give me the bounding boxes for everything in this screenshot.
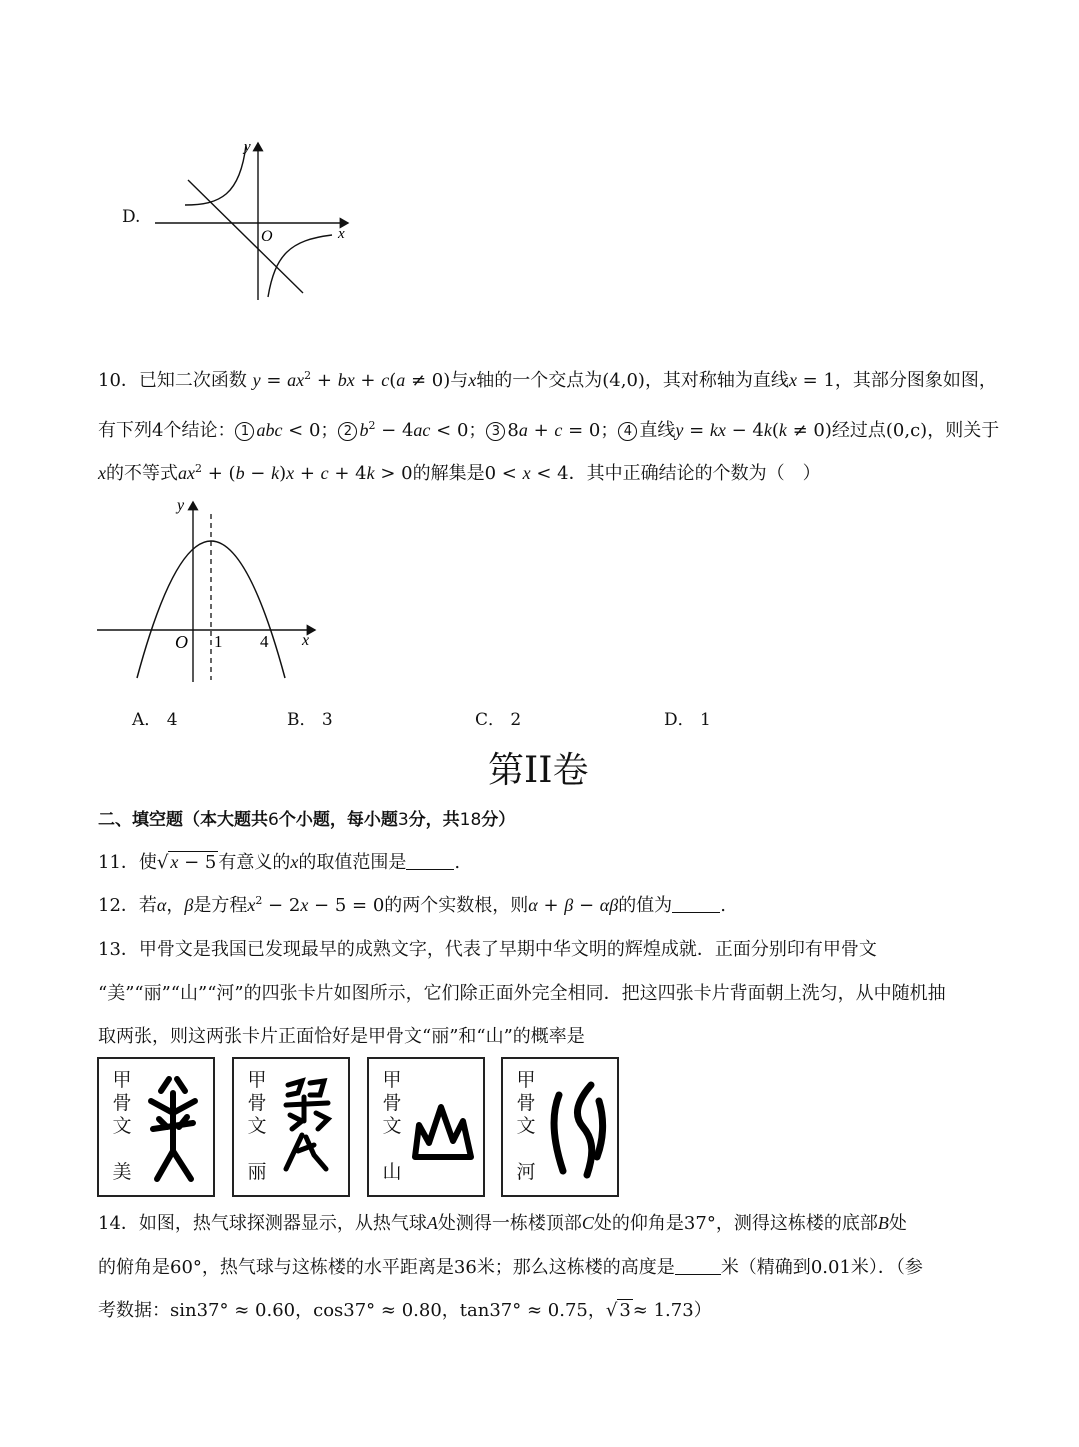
card-name: 河 (516, 1161, 536, 1183)
part2-title: 第II卷 (488, 750, 589, 791)
q10-option-b[interactable]: B． 3 (287, 710, 333, 730)
oracle-li-glyph (274, 1071, 342, 1186)
graph-d-hyperbola-left (185, 145, 246, 205)
q10-tick-1: 1 (214, 632, 223, 651)
graph-d-y-label: y (244, 139, 251, 155)
q10-line1: 10．已知二次函数 $y = ax^2$ + bx + c(a ≠ 0)与x轴的一个交点为(4,0)，其对称轴为直线x = 1，其部分图象如图， (98, 369, 997, 391)
oracle-shan-glyph (409, 1071, 477, 1186)
graph-d-x-label: x (338, 226, 345, 242)
option-d-label: D. (122, 207, 141, 227)
q10-line3: x的不等式$ax^2 + (b - k)x + c + 4k > 0$的解集是0 < x < 4．其中正确结论的个数为（ ） (98, 462, 821, 484)
conclusion-3-marker: 3 (486, 422, 505, 441)
q14-line2: 的俯角是60°，热气球与这栋楼的水平距离是36米；那么这栋楼的高度是 米（精确到0.01米）．（参 (98, 1257, 923, 1278)
q10-line2: 有下列4个结论： 1 abc < 0； 2 $b^2 - 4ac < 0$； 3 8a + c = 0； 4 直线y = kx − 4k(k ≠ 0)经过点(0,c)，则关于 (98, 419, 1000, 441)
q11: 11．使√ x − 5 有意义的x的取值范围是 . (98, 852, 461, 873)
q10-option-d[interactable]: D． 1 (664, 710, 711, 730)
card-name: 美 (112, 1161, 132, 1183)
card-label: 甲骨文 (382, 1069, 402, 1137)
graph-d-hyperbola-right (268, 235, 332, 297)
q10-tick-4: 4 (260, 632, 269, 651)
q10-y-label: y (177, 497, 185, 514)
card-label: 甲骨文 (516, 1069, 536, 1137)
card-name: 丽 (247, 1161, 267, 1183)
conclusion-4-marker: 4 (618, 422, 637, 441)
oracle-he-glyph (543, 1071, 611, 1186)
card-label: 甲骨文 (112, 1069, 132, 1137)
q10-parabola-graph (95, 492, 325, 684)
oracle-mei-glyph (139, 1071, 207, 1186)
conclusion-2-marker: 2 (338, 422, 357, 441)
q12-answer-blank[interactable] (672, 896, 720, 913)
q14-answer-blank[interactable] (675, 1258, 721, 1275)
conclusion-1-marker: 1 (235, 422, 254, 441)
q10-option-c[interactable]: C． 2 (475, 710, 522, 730)
q10-option-a[interactable]: A． 4 (132, 710, 178, 730)
q13-line3: 取两张，则这两张卡片正面恰好是甲骨文“丽”和“山”的概率是 (98, 1026, 585, 1047)
option-d-graph-block (120, 135, 360, 305)
oracle-card-mei (97, 1057, 215, 1197)
oracle-card-he (501, 1057, 619, 1197)
card-label: 甲骨文 (247, 1069, 267, 1137)
graph-d-figure (150, 135, 360, 305)
q13-line1: 13．甲骨文是我国已发现最早的成熟文字，代表了早期中华文明的辉煌成就．正面分别印有甲骨文 (98, 939, 877, 960)
graph-d-origin: O (261, 228, 273, 245)
q11-answer-blank[interactable] (406, 853, 454, 870)
oracle-card-shan (367, 1057, 485, 1197)
card-name: 山 (382, 1161, 402, 1183)
q13-line2: “美”“丽”“山”“河”的四张卡片如图所示，它们除正面外完全相同．把这四张卡片背面朝上洗匀，从中随机抽 (98, 983, 946, 1004)
q10-origin: O (175, 632, 188, 652)
q12: 12．若α，β是方程$x^2 - 2x - 5 = 0$的两个实数根，则α + β − αβ的值为 . (98, 894, 726, 916)
graph-d-line (188, 180, 303, 293)
q14-line3: 考数据：sin37° ≈ 0.60，cos37° ≈ 0.80，tan37° ≈ 0.75，√ 3 ≈ 1.73） (98, 1300, 712, 1321)
section2-title: 二、填空题（本大题共6个小题，每小题3分，共18分） (98, 810, 516, 830)
oracle-card-li (232, 1057, 350, 1197)
q14-line1: 14．如图，热气球探测器显示，从热气球A处测得一栋楼顶部C处的仰角是37°，测得这栋楼的底部B处 (98, 1213, 907, 1234)
q10-x-label: x (302, 632, 310, 649)
